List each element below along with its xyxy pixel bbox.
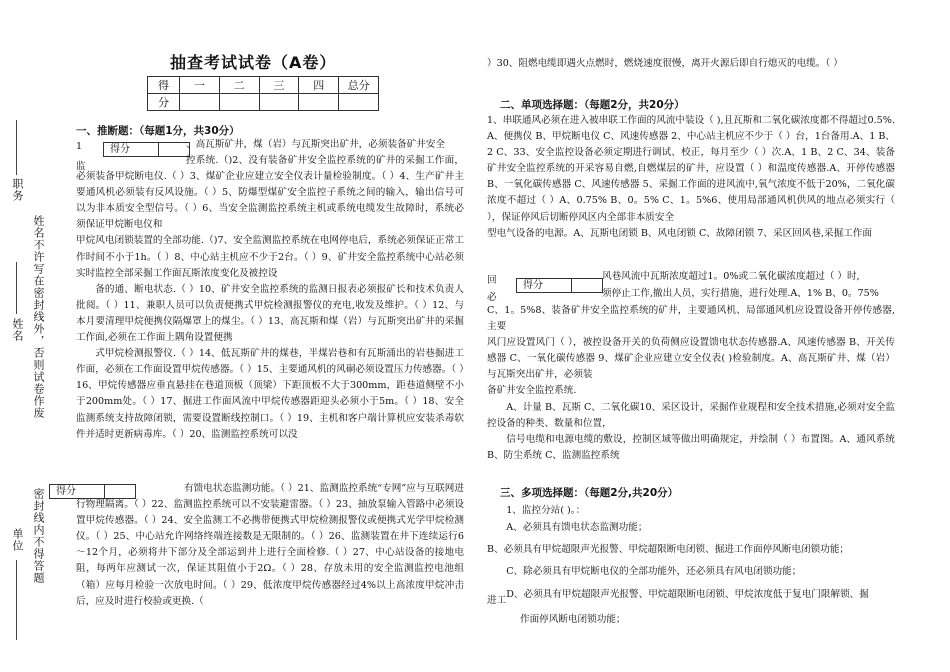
score-cell-header: 三 [259,77,299,94]
single-choice-q2-6: A、便携仪 B、甲烷断电仪 C、风速传感器 2、中心站主机应不少于（ ）台，1台备用.A、1 B、2 C、33、安全监控设备必须定期进行调试、校正，每月至少（ ）次.A、1 B、2 C、34、装备矿井安全监控系统的开采容易自燃,自燃煤层的矿井，应设置（ ）和温度传感器.A、开停传感器 B、一氧化碳传感器 C、风速传感器 5、采掘工作面的进风流中,氧气浓度不低于20%，二氧化碳浓度不超过（ ）A、0.75% B、0。5% C、1。5%6、使用局部通风机供风的地点必须实行（ ），保证停风后切断停风区内全部非本质安全 [487,131,895,223]
multi-choice-q1: 1、监控分站( )。： [506,505,586,516]
multi-choice-option-d-cont: 作面停风断电闭锁功能； [520,614,626,625]
unit-underline [16,560,17,640]
seal-warning-text: 姓名不许写在密封线外，否则试卷作废 [32,215,45,419]
single-choice-q8: C、1。5%8、装备矿井安全监控系统的矿井，主要通风机、局部通风机应设置设备开停传感器,主要 [487,305,895,333]
score-cell-blank[interactable] [299,94,339,111]
q7-margin-char: 必 [487,292,497,303]
multi-choice-block [487,502,897,603]
q1-margin-char: 监 [76,161,86,172]
paragraph-judge-4-text: 式甲烷检测报警仪.（ ）14、低瓦斯矿井的煤巷，半煤岩巷和有瓦斯涌出的岩巷掘进工作面，必须在工作面设置甲烷传感器。（ ）15、主要通风机的风硐必须设置压力传感器。（ ）16、甲烷传感器应垂直悬挂在巷道顶板（顶梁）下距顶板不大于300mm，距巷道侧壁不小于200mm处。（ ）17、掘进工作面风流中甲烷传感器距迎头必须小于5m。（ ）18、安全监测系统支持故障闭锁，需要设置断线控制口。（ ）19、主机和客户端计算机应安装杀毒软件并适时更新病毒库。（ ）20、监测监控系统可以没 [76,348,464,440]
q7-margin-char: 回 [487,275,497,286]
name-underline [16,262,17,314]
score-cell-header: 二 [219,77,259,94]
job-label: 职务 [11,178,24,202]
section-2-heading: 二、单项选择题：（每题2分，共20分） [500,99,685,111]
paragraph-judge-1a: 、高瓦斯矿井，煤（岩）与瓦斯突出矿井，必须装备矿井安全 [186,139,446,150]
score-cell-label: 分 [148,94,180,111]
score-cell-header: 四 [299,77,339,94]
paragraph-judge-5-text: 有馈电状态监测功能。（ ）21、监测监控系统“专网”应与互联网进行物理隔离。（ ）22、监测监控系统可以不安装避雷器。（ ）23、抽放泵输入管路中必须设置甲烷传感器。（ ）24、安全监测工不必携带便携式甲烷检测报警仪或便携式光学甲烷检测仪。（ ）25、中心站允许网络终端连接数是无限制的。（ ）26、监测装置在井下连续运行6～12个月，必须将井下部分及全部运到井上进行全面检修.（ ）27、中心站设备的接地电阻，每两年应测试一次，保证其阻值小于2Ω。（ ）28、存放未用的安全监测监控电池组（箱）应每月检验一次放电时间。（ ）29、低浓度甲烷传感器经过4%以上高浓度甲烷冲击后，应及时进行校验或更换.（ [76,483,464,607]
score-cell-blank[interactable] [259,94,299,111]
multi-choice-option-d: D、必须具有甲烷超限声光报警、甲烷超限断电闭锁、甲烷浓度低于复电门限解锁、掘 [506,589,869,600]
single-choice-block-2 [487,303,895,464]
score-cell-label: 得 [148,77,180,94]
paragraph-judge-3-text: 备的通、断电状态.（ ）10、矿井安全监控系统的监测日报表必须报矿长和技术负责人批阅。（ ）11、兼职人员可以负责便携式甲烷检测报警仪的充电,收发及维护。（ ）12、与本月要清理甲烷便携仪隔爆罩上的煤尘。（ ）13、高瓦斯和煤（岩）与瓦斯突出矿井的采掘工作面,必须在工作面上隅角设置便携 [76,283,464,344]
single-choice-q7-cont-1: 风巷风流中瓦斯浓度超过1。0%或二氧化碳浓度超过（ ）时, [602,271,860,282]
name-label: 姓名 [11,318,24,342]
multi-choice-option-c: C、除必须具有甲烷断电仪的全部功能外，还必须具有风电闭锁功能； [506,566,802,577]
score-cell-blank[interactable] [339,94,379,111]
exam-title: 抽查考试试卷（A卷） [170,53,337,72]
multi-choice-option-a: A、必须具有馈电状态监测功能； [506,522,648,533]
score-cell-blank[interactable] [180,94,220,111]
single-choice-q8-9: 风门应设置风门（ ），被控设备开关的负荷侧应设置馈电状态传感器.A、风速传感器 B、开关传感器 C、一氧化碳传感器 9、煤矿企业应建立安全仪表( )检验制度。A、高瓦斯矿井、煤（岩）与瓦斯突出矿井，必须装 [487,337,895,381]
unit-label: 单位 [11,528,24,552]
section-3-heading: 三、多项选择题：（每题2分,共20分） [500,487,679,499]
score-box-label: 得分 [50,485,105,498]
paragraph-judge-1-text: 控系统.（)2、没有装备矿井安全监控系统的矿井的采掘工作面，必须装备甲烷断电仪.（ ）3、煤矿企业应建立安全仪表计量检验制度。（ ）4、生产矿井主要通风机必须装有反风设施。（ ）5、防爆型煤矿安全监控子系统之间的输入，输出信号可以为非本质安全型信号。（ ）6、当安全监测监控系统主机或系统电缆发生故障时，系统必须保证甲烷断电仪和 [76,155,464,231]
option-d-margin-text: 进工 [487,595,507,606]
q1-number: 1 [76,141,83,152]
score-cell-header: 总分 [339,77,379,94]
score-cell-header: 一 [180,77,220,94]
single-choice-q10: A、计量 B、瓦斯 C、二氧化碳10、采区设计，采掘作业规程和安全技术措施,必须对安全监控设备的种类、数量和位置， [487,401,895,429]
single-choice-q1: 1、串联通风必须在进入被串联工作面的风流中装设（ ),且瓦斯和二氧化碳浓度都不得超过0.5%. [487,115,895,126]
single-choice-block [487,113,895,242]
section-1-heading: 一、推断题：（每题1分，共30分） [76,125,240,137]
paragraph-judge-30: ）30、阻燃电缆即遇火点燃时，燃烧速度很慢，离开火源后即自行熄灭的电缆。（ ） [487,58,843,69]
paragraph-judge-1 [76,153,464,443]
single-choice-q7-cont-2: 须停止工作,撤出人员，实行措施，进行处理.A、1% B、0。75% [602,288,879,299]
score-box-label: 得分 [104,143,159,156]
score-box-label: 得分 [517,279,572,292]
paragraph-judge-5 [76,481,464,610]
score-table [147,76,379,111]
single-choice-q9-cont: 备矿井安全监控系统. [487,385,577,397]
seal-line-notice: 密封线内不得答题 [32,488,45,584]
score-box[interactable] [516,278,603,293]
single-choice-q7: 型电气设备的电源。A、瓦斯电闭锁 B、风电闭锁 C、故障闭锁 7、采区回风巷,采掘工作面 [487,227,872,239]
paragraph-judge-2-text: 甲烷风电闭锁装置的全部功能.（)7、安全监测监控系统在电网停电后，系统必须保证正常工作时间不小于1h。（ ）8、中心站主机应不少于2台。（ ）9、矿井安全监控系统中心站必须实时监控全部采掘工作面瓦斯浓度变化及被控设 [76,235,464,279]
right-top [487,56,897,72]
single-choice-q10-cont: 信号电缆和电源电缆的敷设，控制区域等做出明确规定，并绘制（ ）布置图。A、通风系统 B、防尘系统 C、监测监控系统 [487,433,895,461]
score-cell-blank[interactable] [219,94,259,111]
job-underline [16,120,17,175]
multi-choice-option-b: B、必须具有甲烷超限声光报警、甲烷超限断电闭锁、掘进工作面停风断电闭锁功能； [487,544,850,555]
